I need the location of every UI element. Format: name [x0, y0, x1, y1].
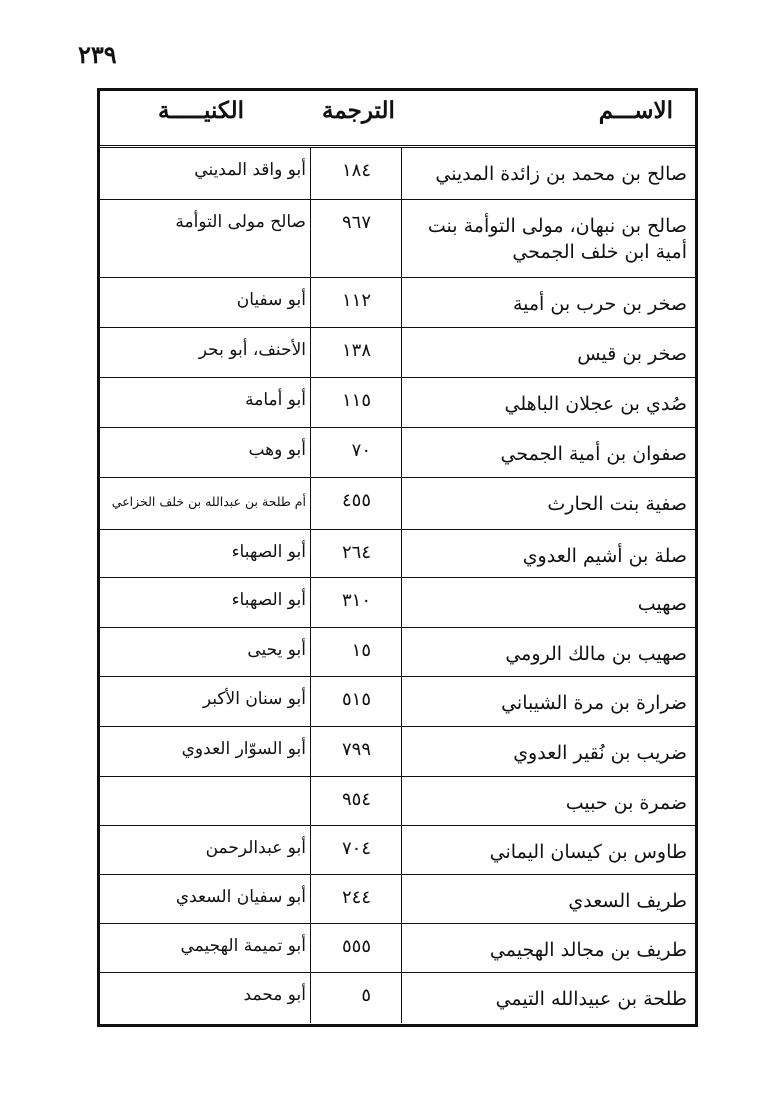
cell-biography-number: ٣١٠: [310, 578, 402, 627]
cell-kunya: أبو محمد: [243, 985, 306, 1005]
cell-kunya: أبو عبدالرحمن: [205, 838, 306, 858]
table-row: [100, 328, 695, 378]
table-row: [100, 578, 695, 628]
cell-name: طاوس بن كيسان اليماني: [489, 841, 687, 863]
cell-name: طلحة بن عبيدالله التيمي: [495, 988, 687, 1010]
cell-name: ضمرة بن حبيب: [565, 792, 687, 814]
table-row: [100, 727, 695, 777]
cell-biography-number: ١٨٤: [310, 148, 402, 199]
table-row: [100, 200, 695, 278]
table-row: [100, 378, 695, 428]
table-header: [100, 91, 695, 148]
table-row: [100, 777, 695, 826]
table-body: [100, 148, 695, 1023]
cell-kunya: أبو سفيان السعدي: [175, 887, 306, 907]
cell-name: صُدي بن عجلان الباهلي: [504, 393, 687, 415]
cell-biography-number: ٢٤٤: [310, 875, 402, 923]
cell-kunya: أبو سفيان: [236, 290, 306, 310]
cell-biography-number: ٥: [310, 973, 402, 1023]
table-row: [100, 148, 695, 200]
table-row: [100, 478, 695, 530]
cell-biography-number: ٧٩٩: [310, 727, 402, 776]
cell-kunya: أبو تميمة الهجيمي: [180, 936, 306, 956]
table-row: [100, 924, 695, 973]
cell-kunya: أم طلحة بن عبدالله بن خلف الخزاعي: [111, 494, 306, 509]
cell-name: صلة بن أشيم العدوي: [522, 545, 687, 567]
cell-kunya: صالح مولى التوأمة: [175, 212, 306, 232]
header-biography: الترجمة: [322, 97, 395, 124]
cell-name: طريف السعدي: [568, 890, 687, 912]
cell-kunya: أبو واقد المديني: [194, 160, 306, 180]
cell-biography-number: ٩٦٧: [310, 200, 402, 277]
cell-biography-number: ١٣٨: [310, 328, 402, 377]
cell-biography-number: ٥٥٥: [310, 924, 402, 972]
cell-biography-number: ٩٥٤: [310, 777, 402, 825]
cell-biography-number: ١١٢: [310, 278, 402, 327]
cell-kunya: الأحنف، أبو بحر: [198, 340, 306, 360]
cell-name: صهيب: [637, 593, 687, 615]
cell-kunya: أبو السوّار العدوي: [181, 739, 306, 759]
cell-kunya: أبو أمامة: [245, 390, 306, 410]
table-row: [100, 278, 695, 328]
cell-name: صفوان بن أمية الجمحي: [500, 443, 687, 465]
index-table: [97, 88, 698, 1027]
cell-biography-number: ٧٠٤: [310, 826, 402, 874]
table-row: [100, 875, 695, 924]
cell-name: صفية بنت الحارث: [547, 493, 687, 515]
cell-biography-number: ١٥: [310, 628, 402, 676]
cell-kunya: أبو الصهباء: [231, 542, 306, 562]
header-name: الاســـم: [598, 97, 673, 124]
cell-biography-number: ٤٥٥: [310, 478, 402, 529]
cell-biography-number: ٥١٥: [310, 677, 402, 726]
table-row: [100, 677, 695, 727]
cell-name: ضريب بن نُقير العدوي: [513, 742, 687, 764]
cell-kunya: أبو وهب: [248, 440, 306, 460]
cell-name: ضرارة بن مرة الشيباني: [501, 692, 687, 714]
cell-name: طريف بن مجالد الهجيمي: [489, 939, 687, 961]
page-number: ٢٣٩: [78, 40, 117, 69]
header-kunya: الكنيـــــة: [158, 97, 245, 124]
cell-name: صهيب بن مالك الرومي: [505, 643, 687, 665]
cell-kunya: أبو سنان الأكبر: [202, 689, 306, 709]
table-row: [100, 826, 695, 875]
cell-kunya: أبو يحيى: [247, 640, 306, 660]
cell-name: صالح بن محمد بن زائدة المديني: [435, 163, 687, 185]
cell-kunya: أبو الصهباء: [231, 590, 306, 610]
cell-name: صخر بن حرب بن أمية: [512, 293, 687, 315]
cell-name: صالح بن نبهان، مولى التوأمة بنت أمية ابن خلف الجمحي: [427, 215, 687, 263]
table-row: [100, 973, 695, 1023]
table-row: [100, 530, 695, 578]
table-row: [100, 628, 695, 677]
cell-kunya: [100, 777, 310, 825]
cell-name: صخر بن قيس: [577, 343, 687, 365]
cell-biography-number: ٧٠: [310, 428, 402, 477]
cell-biography-number: ٢٦٤: [310, 530, 402, 577]
table-row: [100, 428, 695, 478]
cell-biography-number: ١١٥: [310, 378, 402, 427]
